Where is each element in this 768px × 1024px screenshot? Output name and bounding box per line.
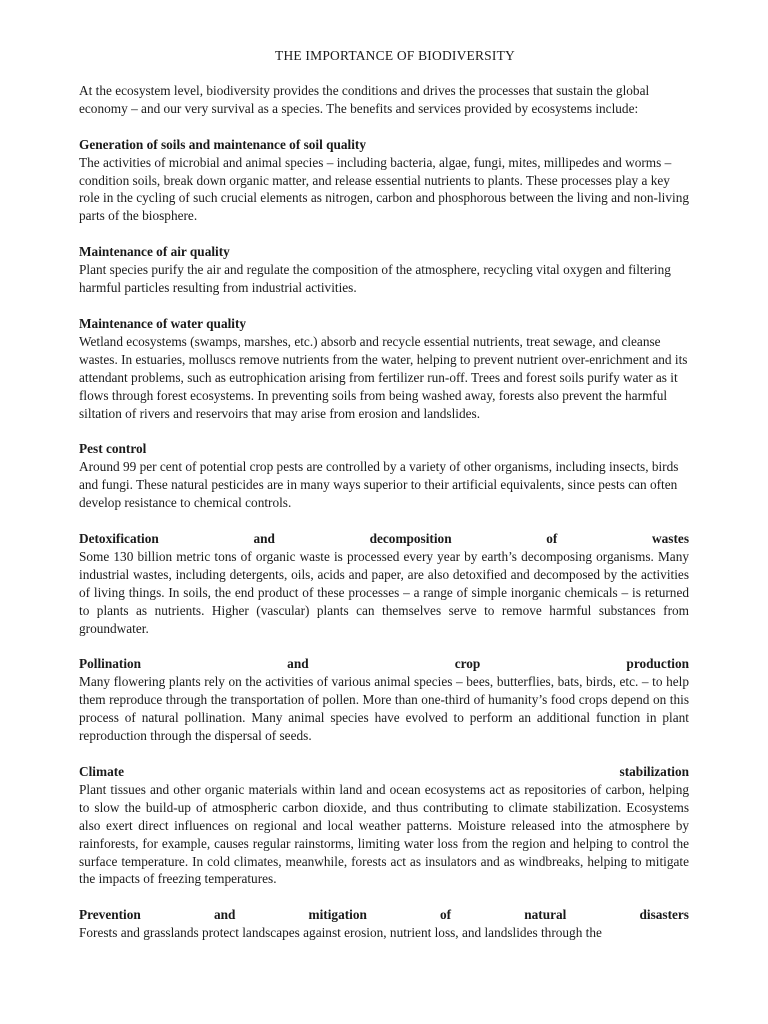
section-heading: Prevention and mitigation of natural disasters <box>79 907 689 923</box>
section-heading: Maintenance of water quality <box>79 315 247 331</box>
section-body: The activities of microbial and animal species – including bacteria, algae, fungi, mites, millipedes and worms – condition soils, break down organic matter, and release essential nutrients to plants. These processes play a key role in the cycling of such crucial elements as nitrogen, carbon and phosphorous between the living and non-living parts of the biosphere. <box>79 154 690 224</box>
section-body: Some 130 billion metric tons of organic waste is processed every year by earth’s decomposing organisms. Many industrial wastes, including detergents, oils, acids and paper, are also detoxified and decomposed by the activities of living things. In soils, the end product of these processes – a range of simple inorganic chemicals – is returned to plants as nutrients. Higher (vascular) plants can themselves serve to remove harmful substances from groundwater. <box>79 548 689 636</box>
section-pollination <box>79 655 689 745</box>
section-body: Plant tissues and other organic materials within land and ocean ecosystems act as repositories of carbon, helping to slow the build-up of atmospheric carbon dioxide, and thus contributing to climate stabilization. Ecosystems also exert direct influences on regional and local weather patterns. Moisture released into the atmosphere by rainforests, for example, causes regular rainstorms, limiting water loss from the region and helping to control the surface temperature. In cold climates, meanwhile, forests act as insulators and as windbreaks, helping to mitigate the impacts of freezing temperatures. <box>79 781 689 887</box>
section-heading: Generation of soils and maintenance of soil quality <box>79 136 367 152</box>
section-heading: Maintenance of air quality <box>79 244 230 260</box>
section-body: Around 99 per cent of potential crop pests are controlled by a variety of other organisms, including insects, birds and fungi. These natural pesticides are in many ways superior to their artificial equivalents, since pests can often develop resistance to chemical controls. <box>79 459 679 511</box>
section-body: Many flowering plants rely on the activities of various animal species – bees, butterflies, bats, birds, etc. – to help them reproduce through the transportation of pollen. More than one-third of humanity’s food crops depend on this process of natural pollination. Many animal species have evolved to perform an additional function in plant reproduction through the dispersal of seeds. <box>79 674 689 744</box>
section-soils <box>79 136 689 226</box>
section-heading: Pest control <box>79 441 147 457</box>
section-body: Forests and grasslands protect landscapes against erosion, nutrient loss, and landslides through the <box>79 925 602 941</box>
section-detoxification <box>79 530 689 637</box>
section-body: Wetland ecosystems (swamps, marshes, etc.) absorb and recycle essential nutrients, treat sewage, and cleanse wastes. In estuaries, molluscs remove nutrients from the water, helping to prevent nutrient over-enrichment and its attendant problems, such as eutrophication arising from fertilizer run-off. Trees and forest soils purify water as it flows through forest ecosystems. In preventing soils from being washed away, forests also prevent the harmful siltation of rivers and reservoirs that may arise from erosion and landslides. <box>79 333 688 421</box>
intro-paragraph: At the ecosystem level, biodiversity provides the conditions and drives the processes that sustain the global economy – and our very survival as a species. The benefits and services provided by ecosystems include: <box>79 82 650 116</box>
section-natural-disasters <box>79 906 689 942</box>
section-pest-control <box>79 440 689 512</box>
section-body: Plant species purify the air and regulate the composition of the atmosphere, recycling vital oxygen and filtering harmful particles resulting from industrial activities. <box>79 262 671 296</box>
section-climate <box>79 763 689 888</box>
section-heading: Climate stabilization <box>79 764 689 779</box>
section-water-quality <box>79 315 689 422</box>
page-title: THE IMPORTANCE OF BIODIVERSITY <box>275 48 515 63</box>
section-heading: Detoxification and decomposition of wastes <box>79 531 689 547</box>
document-content <box>79 47 689 960</box>
section-heading: Pollination and crop production <box>79 656 689 672</box>
section-air-quality <box>79 243 689 297</box>
